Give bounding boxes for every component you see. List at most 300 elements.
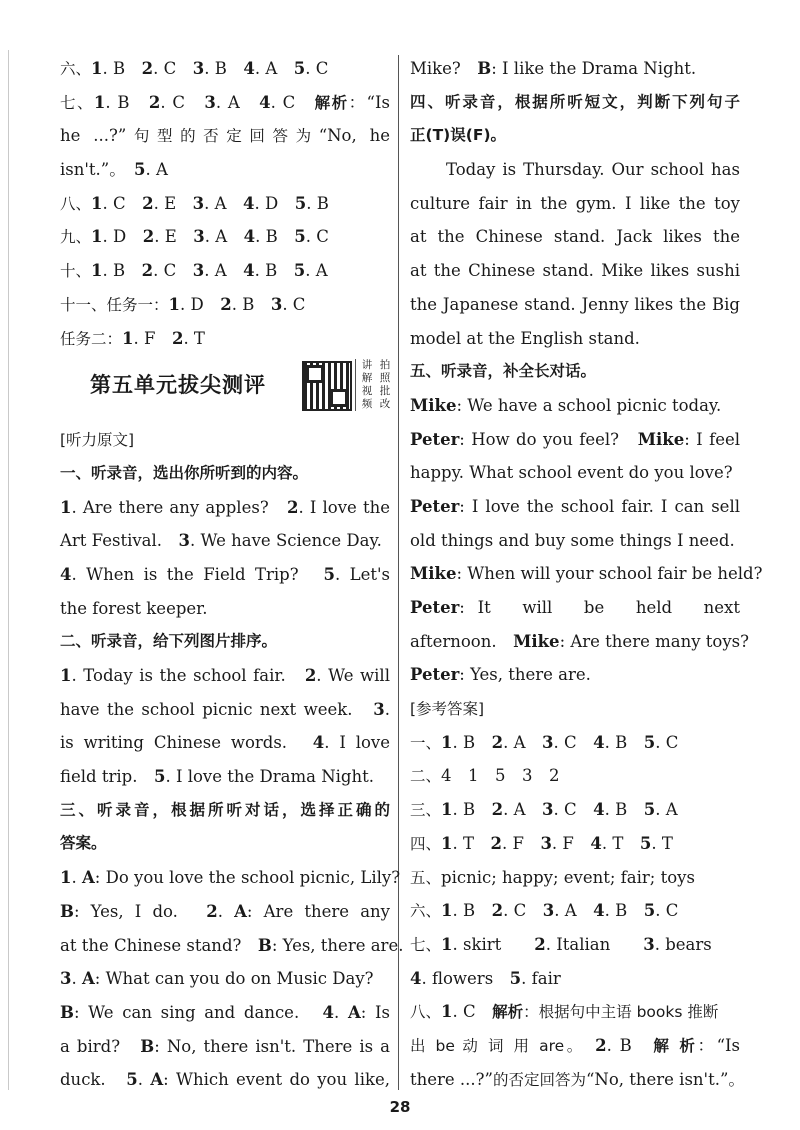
text-segment: old things and buy some things I need. [410, 530, 735, 550]
text-line [60, 288, 390, 322]
text-segment: picnic; happy; event; fair; toys [441, 867, 695, 887]
text-segment: at the Chinese stand. Mike likes sushi [410, 261, 740, 281]
qr-label-char: 批 [379, 385, 391, 398]
text-segment: . T [651, 833, 673, 853]
bold-label: 1 [441, 833, 453, 853]
text-segment: : It will be held next [459, 598, 740, 617]
text-segment: . B [452, 800, 492, 820]
text-line [410, 288, 740, 322]
bold-label: 2 [595, 1035, 607, 1055]
text-segment: 正 [410, 126, 426, 145]
qr-label-char: 改 [379, 398, 391, 411]
text-line [60, 895, 390, 929]
text-line [60, 558, 390, 592]
text-segment: afternoon. [410, 631, 514, 651]
text-segment: : Yes, there are. [459, 665, 591, 685]
text-segment: 4 1 5 3 2 [441, 766, 560, 786]
text-line [60, 996, 390, 1030]
text-segment: 一、听录音，选出你所听到的内容。 [60, 463, 309, 482]
bold-label: 4 [243, 59, 255, 78]
text-segment: . B [306, 193, 329, 213]
text-segment: . A [204, 193, 244, 213]
text-segment: 七、 [410, 935, 442, 954]
text-segment: . C [153, 59, 193, 78]
bold-label: 4 [590, 833, 602, 853]
text-segment: . [71, 868, 82, 888]
text-segment: Today is Thursday. Our school has [446, 160, 740, 180]
text-segment: : How do you feel? [459, 429, 638, 449]
text-segment: . D [254, 193, 295, 213]
text-segment: 九、 [60, 228, 92, 247]
bold-label: 1 [441, 732, 453, 752]
text-segment: . [137, 1070, 151, 1090]
text-line [410, 591, 740, 625]
text-segment: at the Chinese stand. Jack likes the [410, 227, 740, 247]
text-segment: . B [105, 92, 149, 112]
text-segment: Mike? [410, 59, 478, 78]
text-segment: 的否定回答为 [492, 1070, 586, 1089]
text-segment: (T) [425, 126, 451, 145]
bold-label: 2 [304, 666, 317, 685]
text-segment: . I love [324, 733, 390, 753]
bold-label: 4 [593, 901, 605, 921]
bold-label: 3 [193, 227, 205, 247]
bold-label: 3 [643, 934, 655, 954]
bold-label: B [477, 59, 492, 78]
bold-label: Peter [410, 598, 460, 617]
text-line [410, 153, 740, 187]
bold-label: 2 [220, 294, 232, 314]
qr-label-char: 讲 [361, 359, 373, 372]
bold-label: 3 [192, 193, 205, 213]
bold-label: 3 [542, 901, 555, 921]
text-segment: ： [348, 92, 367, 112]
text-segment: . When is the Field Trip? [71, 564, 324, 584]
bold-label: Mike [410, 564, 457, 584]
text-segment: 二、 [410, 767, 442, 786]
text-segment: . I love the Drama Night. [165, 767, 374, 787]
text-segment: a bird? [60, 1036, 141, 1056]
text-line [60, 322, 390, 356]
bold-label: 5 [126, 1070, 138, 1090]
text-segment: 五、听录音，补全长对话。 [410, 362, 597, 381]
text-line [410, 557, 763, 591]
text-line [60, 1030, 390, 1064]
text-segment: (F) [465, 126, 491, 145]
text-segment: . B [204, 59, 244, 78]
text-line [410, 220, 740, 254]
bold-label: 3 [178, 531, 191, 551]
text-line [410, 524, 740, 558]
unit-header [60, 355, 390, 423]
text-line [410, 726, 740, 760]
bold-label: A [81, 969, 95, 989]
bold-label: 2 [286, 497, 299, 517]
bold-label: Mike [637, 429, 685, 449]
bold-label: 4 [243, 193, 255, 213]
text-segment: . [334, 1002, 348, 1022]
text-segment: “Is [366, 92, 390, 112]
text-line [60, 524, 390, 558]
bold-label: B [257, 935, 272, 955]
bold-label: 2 [142, 227, 155, 247]
unit-title: 第五单元拔尖测评 [90, 373, 266, 398]
text-segment: : We have a school picnic today. [456, 395, 722, 415]
text-segment: [参考答案] [410, 700, 485, 719]
bold-label: 5 [293, 261, 306, 281]
section-heading [410, 355, 740, 389]
bold-label: 5 [294, 227, 306, 247]
text-segment: 答案。 [60, 834, 107, 853]
text-segment: : Yes, there are. [271, 935, 404, 955]
text-line [60, 220, 390, 254]
bold-label: 5 [323, 564, 335, 584]
bold-label: 1 [91, 261, 103, 281]
qr-label-char: 视 [361, 385, 373, 398]
text-line [410, 187, 740, 221]
bold-label: 3 [192, 59, 205, 78]
bold-label: 4 [259, 92, 271, 112]
text-line [410, 1029, 740, 1063]
text-segment: . B [604, 800, 644, 820]
text-segment: 六、 [60, 60, 92, 78]
bold-label: 5 [133, 160, 146, 180]
listening-script-section [60, 423, 404, 1097]
text-segment: 句型的否定回答为 [126, 127, 319, 146]
text-segment: . A [305, 261, 328, 281]
text-segment: . C [153, 261, 193, 281]
bold-label: A [81, 868, 95, 888]
text-line [410, 456, 740, 490]
bold-label: 2 [171, 328, 184, 348]
bold-label: 5 [293, 59, 306, 78]
bold-label: 1 [60, 497, 72, 517]
bold-label: 1 [441, 800, 453, 820]
text-segment: . [217, 901, 235, 921]
text-segment: the forest keeper. [60, 598, 208, 618]
text-line [410, 894, 740, 928]
text-line [60, 726, 390, 760]
text-segment: Art Festival. [60, 531, 179, 551]
bold-label: 1 [441, 901, 453, 921]
text-segment: 八、 [60, 194, 92, 213]
page-number: 28 [389, 1098, 411, 1116]
text-segment: . F [501, 833, 541, 853]
text-segment: . T [601, 833, 640, 853]
text-line [60, 187, 390, 221]
text-segment: . A [145, 160, 168, 180]
text-segment: . Let's [334, 564, 390, 584]
text-line [60, 423, 390, 457]
text-segment: . A [204, 261, 244, 281]
text-line [60, 693, 390, 727]
text-line [410, 423, 740, 457]
bold-label: Peter [410, 496, 460, 516]
text-segment: the Japanese stand. Jenny likes the Big [410, 294, 740, 314]
text-segment: ：根据句中主语 books 推断 [523, 1003, 719, 1022]
text-line [60, 86, 390, 120]
text-segment: . Are there any apples? [71, 497, 287, 517]
text-line [60, 929, 404, 963]
bold-label: 5 [509, 968, 522, 988]
bold-label: 2 [491, 901, 504, 921]
qr-code-icon [302, 361, 352, 411]
text-line [60, 254, 390, 288]
bold-label: 1 [60, 666, 72, 685]
qr-label-char: 照 [379, 372, 391, 385]
text-segment: . bears [654, 934, 712, 954]
text-segment: 任务二： [60, 329, 123, 348]
text-segment: . [384, 699, 390, 719]
bold-label: 1 [441, 934, 453, 954]
text-segment: . We will [316, 666, 390, 685]
text-segment: 十一、任务一： [60, 295, 169, 314]
text-segment: . B [604, 901, 644, 921]
text-segment: : No, there isn't. There is a [154, 1036, 390, 1056]
text-segment: . C [553, 732, 594, 752]
text-line [410, 658, 740, 692]
text-segment: . A [503, 800, 543, 820]
text-segment: : I like the Drama Night. [491, 59, 697, 78]
text-segment: . C [102, 193, 143, 213]
bold-label: 1 [91, 193, 103, 213]
text-segment: . B [452, 732, 492, 752]
bold-label: 3 [204, 92, 216, 112]
text-segment: 三、 [410, 801, 442, 820]
bold-label: 4 [410, 968, 422, 988]
bold-label: Mike [513, 631, 560, 651]
text-line [60, 491, 390, 525]
bold-label: 4 [593, 732, 605, 752]
text-line [60, 861, 401, 895]
text-segment: . T [183, 328, 205, 348]
text-line [410, 625, 749, 659]
bold-label: 2 [141, 59, 154, 78]
text-segment: isn't.”。 [60, 160, 134, 180]
text-segment: ：“Is [697, 1035, 740, 1055]
text-segment: . B [231, 294, 271, 314]
bold-label: 1 [91, 59, 103, 78]
text-line [410, 962, 740, 996]
text-segment: . B [102, 261, 142, 281]
text-segment: . C [655, 732, 679, 752]
text-segment: duck. [60, 1070, 127, 1090]
bold-label: 2 [534, 934, 546, 954]
text-segment: : When will your school fair be held? [456, 564, 763, 584]
text-line [410, 692, 740, 726]
bold-label: 3 [542, 800, 554, 820]
bold-label: 1 [441, 1002, 453, 1022]
text-line [410, 928, 740, 962]
text-segment: . D [180, 294, 221, 314]
text-segment: culture fair in the gym. I like the toy [410, 193, 740, 213]
text-segment: . D [102, 227, 143, 247]
bold-label: 4 [243, 227, 256, 247]
text-segment: 二、听录音，给下列图片排序。 [60, 632, 278, 651]
left-column [60, 52, 404, 1097]
page-edge-line [8, 50, 9, 1090]
text-segment: 七、 [60, 93, 94, 112]
text-segment: at the Chinese stand? [60, 935, 258, 955]
text-line [410, 827, 740, 861]
text-segment: . A [215, 92, 260, 112]
bold-label: 3 [270, 294, 283, 314]
text-segment: . B [606, 1035, 654, 1055]
bold-label: A [150, 1070, 164, 1090]
bold-label: 5 [643, 800, 656, 820]
text-line [60, 659, 390, 693]
text-segment: 。 [490, 126, 507, 145]
text-segment: : Are there many toys? [559, 631, 749, 651]
text-segment: . fair [521, 968, 561, 988]
bold-label: 4 [60, 564, 72, 584]
text-line [60, 1063, 390, 1097]
bold-label: 4 [593, 800, 605, 820]
text-segment: 误 [450, 126, 466, 145]
bold-label: 5 [294, 193, 307, 213]
text-segment: : What can you do on Music Day? [94, 969, 374, 989]
text-segment: there ...?” [410, 1069, 493, 1089]
section-heading [410, 86, 740, 120]
text-line [410, 759, 740, 793]
bold-label: 解析 [492, 1003, 524, 1022]
text-segment: . F [551, 833, 591, 853]
text-segment: . C [553, 800, 594, 820]
text-line [410, 389, 740, 423]
text-line [60, 962, 390, 996]
text-segment: . A [655, 800, 678, 820]
text-segment: 五、 [410, 868, 442, 887]
text-segment: : Yes, I do. [73, 901, 207, 921]
text-segment: . C [270, 92, 315, 112]
bold-label: 1 [168, 294, 180, 314]
bold-label: 5 [643, 732, 656, 752]
text-segment: . T [452, 833, 491, 853]
text-segment: : We can sing and dance. [73, 1002, 323, 1022]
text-line [410, 861, 740, 895]
text-segment: 八、 [410, 1003, 442, 1022]
text-segment: . B [452, 901, 492, 921]
text-line [60, 153, 390, 187]
bold-label: 5 [643, 901, 656, 921]
bold-label: 3 [540, 833, 552, 853]
text-segment: . A [204, 227, 244, 247]
bold-label: Peter [410, 429, 460, 449]
text-segment: . B [102, 59, 142, 78]
text-segment: . A [554, 901, 594, 921]
text-line [60, 760, 390, 794]
text-segment: 出 be 动 词 用 are。 [410, 1036, 596, 1055]
text-line [410, 322, 740, 356]
text-segment: 六、 [410, 902, 442, 921]
bold-label: 3 [60, 969, 72, 989]
bold-label: 5 [639, 833, 652, 853]
text-segment: 四、 [410, 834, 442, 853]
bold-label: 2 [148, 92, 161, 112]
text-segment: have the school picnic next week. [60, 699, 374, 719]
text-segment: “No, he [318, 126, 390, 146]
text-line [60, 119, 390, 153]
bold-label: 2 [490, 833, 502, 853]
bold-label: B [140, 1036, 155, 1056]
section-heading [60, 827, 390, 861]
text-segment: field trip. [60, 767, 154, 787]
text-segment: : Are there any [246, 901, 390, 921]
bold-label: 解 析 [653, 1036, 698, 1055]
text-segment: . C [452, 1002, 493, 1022]
text-segment: . skirt [452, 934, 535, 954]
bold-label: 1 [93, 92, 106, 112]
bold-label: A [234, 901, 247, 921]
bold-label: 1 [60, 868, 72, 888]
text-segment: 一、 [410, 733, 442, 752]
section-heading [410, 119, 740, 153]
bold-label: 3 [373, 699, 385, 719]
text-segment: . F [133, 328, 172, 348]
bold-label: 2 [206, 901, 218, 921]
text-line [410, 254, 740, 288]
text-segment: : I love the school fair. I can sell [459, 496, 740, 516]
qr-label-char: 拍 [379, 359, 391, 372]
text-segment: . Today is the school fair. [71, 666, 305, 685]
bold-label: 1 [91, 227, 103, 247]
bold-label: 4 [322, 1002, 335, 1022]
qr-label [355, 359, 394, 411]
text-segment: . We have Science Day. [190, 531, 382, 551]
bold-label: 2 [141, 261, 154, 281]
text-segment: . B [604, 732, 644, 752]
text-segment: . B [254, 261, 294, 281]
text-segment: . I love the [298, 497, 390, 517]
text-segment: 十、 [60, 262, 92, 281]
text-segment: . C [655, 901, 679, 921]
right-column [410, 52, 763, 1096]
text-segment: : Which event do you like, [163, 1070, 390, 1090]
text-segment: . B [255, 227, 295, 247]
text-segment: model at the English stand. [410, 328, 640, 348]
text-segment: happy. What school event do you love? [410, 463, 733, 483]
bold-label: A [347, 1002, 361, 1022]
text-segment: “No, there isn't.”。 [585, 1069, 745, 1089]
text-segment: . A [254, 59, 294, 78]
bold-label: Mike [410, 395, 457, 415]
text-segment: . [71, 969, 82, 989]
text-segment: . C [282, 294, 306, 314]
text-segment: . C [160, 92, 205, 112]
text-segment: . flowers [421, 968, 510, 988]
text-segment: . Italian [545, 934, 644, 954]
text-line [410, 793, 740, 827]
bold-label: B [60, 1002, 74, 1022]
text-line [60, 52, 390, 86]
text-segment: . A [503, 732, 543, 752]
text-segment: he ...?” [60, 126, 127, 146]
text-segment: . C [305, 227, 329, 247]
text-segment: : Is [360, 1002, 390, 1022]
text-line [410, 490, 740, 524]
bold-label: 4 [312, 733, 325, 753]
answer-section-previous-unit [60, 52, 390, 355]
text-segment: . E [153, 193, 193, 213]
text-line [410, 1063, 745, 1097]
bold-label: 1 [122, 328, 134, 348]
bold-label: 2 [142, 193, 154, 213]
text-segment: 三、听录音，根据所听对话，选择正确的 [60, 800, 390, 819]
qr-label-char: 解 [361, 372, 373, 385]
bold-label: 解析 [314, 93, 349, 112]
section-heading [60, 457, 390, 491]
bold-label: 4 [243, 261, 255, 281]
